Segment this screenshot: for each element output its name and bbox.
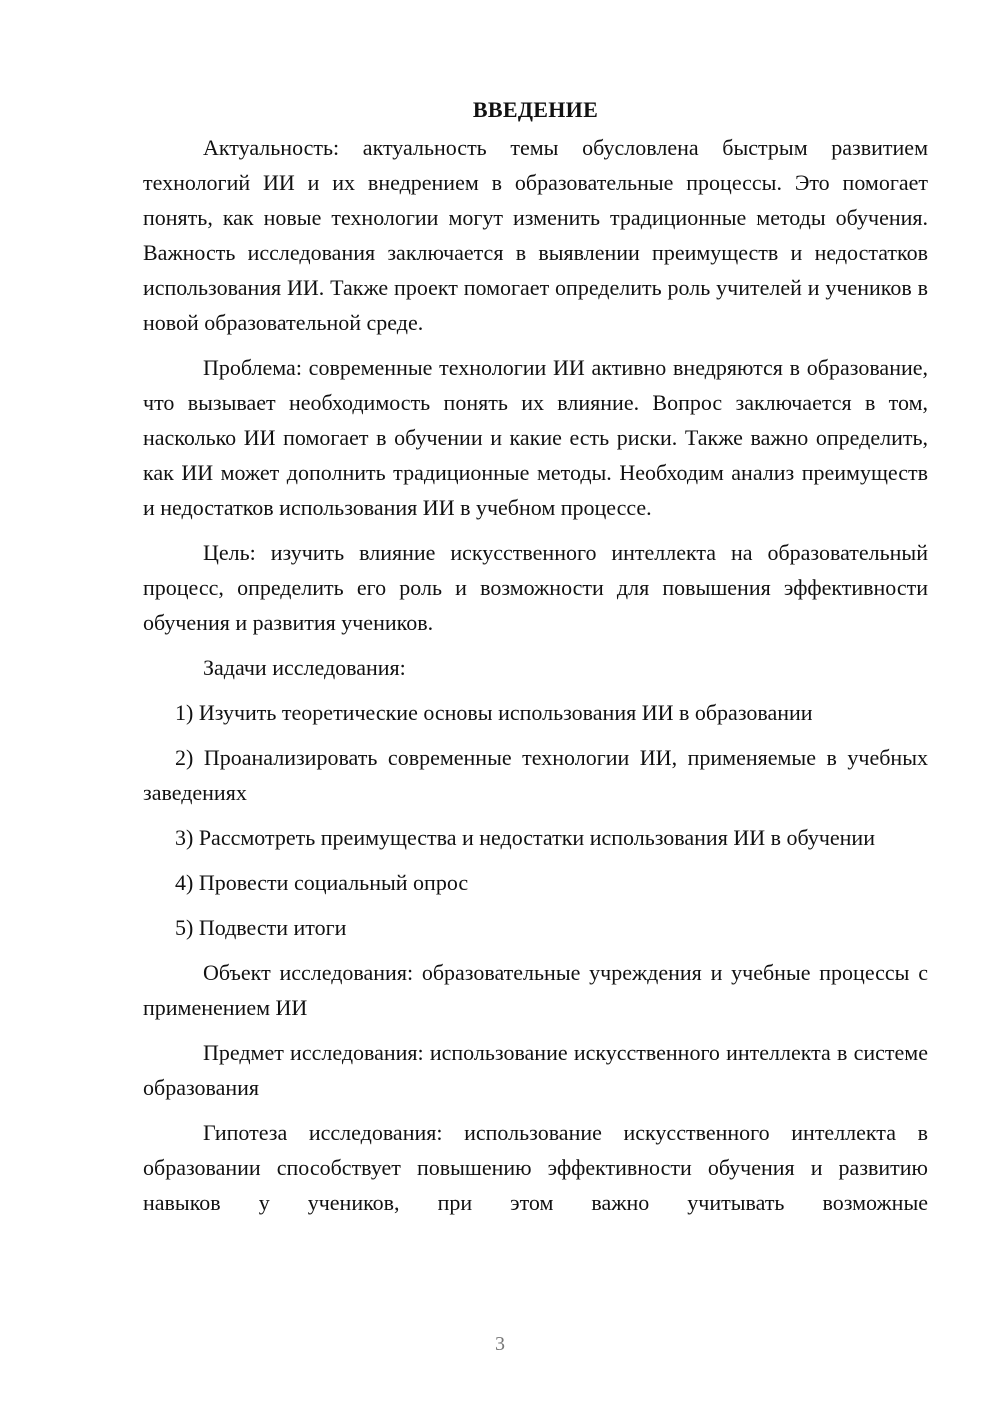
task-item-4: 4) Провести социальный опрос [175, 870, 469, 895]
tasks-title: Задачи исследования: [203, 655, 406, 680]
page-number: 3 [495, 1333, 505, 1355]
object-paragraph: Объект исследования: образовательные учреждения и учебные процессы с применением ИИ [143, 960, 928, 1020]
section-heading: ВВЕДЕНИЕ [472, 97, 599, 122]
problem-paragraph: Проблема: современные технологии ИИ активно внедряются в образование, что вызывает необходимость понять их влияние. Вопрос заключается в том, насколько ИИ помогает в обучении и какие есть риски. Также важно определить, как ИИ может дополнить традиционные методы. Необходим анализ преимуществ и недостатков использования ИИ в учебном процессе. [143, 355, 928, 520]
subject-paragraph: Предмет исследования: использование искусственного интеллекта в системе образования [143, 1040, 928, 1100]
goal-paragraph: Цель: изучить влияние искусственного интеллекта на образовательный процесс, определить его роль и возможности для повышения эффективности обучения и развития учеников. [143, 540, 928, 635]
task-item-3: 3) Рассмотреть преимущества и недостатки использования ИИ в обучении [175, 825, 875, 850]
document-page [143, 90, 928, 1220]
relevance-paragraph: Актуальность: актуальность темы обусловлена быстрым развитием технологий ИИ и их внедрением в образовательные процессы. Это помогает понять, как новые технологии могут изменить традиционные методы обучения. Важность исследования заключается в выявлении преимуществ и недостатков использования ИИ. Также проект помогает определить роль учителей и учеников в новой образовательной среде. [143, 135, 928, 335]
hypothesis-paragraph: Гипотеза исследования: использование искусственного интеллекта в образовании способствует повышению эффективности обучения и развитию навыков у учеников, при этом важно учитывать возможные [143, 1120, 928, 1215]
task-item-1: 1) Изучить теоретические основы использования ИИ в образовании [175, 700, 813, 725]
task-item-5: 5) Подвести итоги [175, 915, 347, 940]
task-item-2: 2) Проанализировать современные технологии ИИ, применяемые в учебных заведениях [143, 745, 928, 805]
